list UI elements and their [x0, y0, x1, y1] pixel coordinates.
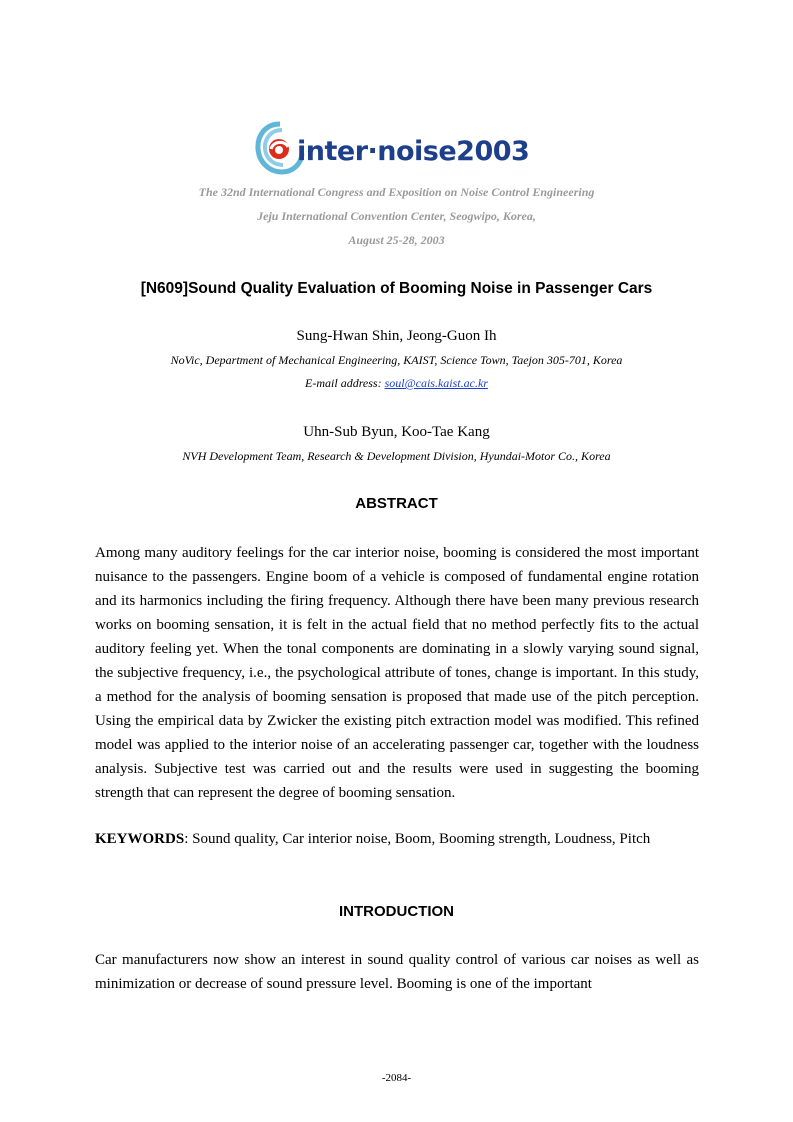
authors-group-2: Uhn-Sub Byun, Koo-Tae Kang [303, 424, 490, 440]
conference-venue: Jeju International Convention Center, Seogwipo, Korea, [257, 209, 536, 223]
logo-text: inter·noise2003 [297, 136, 530, 167]
affiliation-1: NoVic, Department of Mechanical Engineering, KAIST, Science Town, Taejon 305-701, Korea [170, 353, 623, 367]
introduction-heading: INTRODUCTION [339, 903, 454, 920]
introduction-text: Car manufacturers now show an interest in sound quality control of various car noises as well as minimization or decrease of sound pressure level. Booming is one of the important [95, 952, 699, 992]
email-line [0, 376, 793, 391]
email-label: E-mail address: [305, 376, 385, 390]
page-number: -2084- [381, 1072, 412, 1084]
authors-group-1: Sung-Hwan Shin, Jeong-Guon Ih [296, 328, 497, 344]
keywords-label: KEYWORDS [95, 831, 185, 847]
abstract-heading: ABSTRACT [355, 495, 438, 512]
abstract-text: Among many auditory feelings for the car interior noise, booming is considered the most important nuisance to the passengers. Engine boom of a vehicle is composed of fundamental engine rotation and its harmonics including the firing frequency. Although there have been many previous research works on booming sensation, it is felt in the actual field that no method perfectly fits to the actual auditory feeling yet. When the tonal components are dominating in a slowly varying sound signal, the subjective frequency, i.e., the psychological attribute of tones, change is important. In this study, a method for the analysis of booming sensation is proposed that made use of the pitch perception. Using the empirical data by Zwicker the existing pitch extraction model was modified. This refined model was applied to the interior noise of an accelerating passenger car, together with the loudness analysis. Subjective test was carried out and the results were used in suggesting the booming strength that can represent the degree of booming sensation. [95, 545, 699, 801]
conference-dates: August 25-28, 2003 [348, 233, 445, 247]
affiliation-2: NVH Development Team, Research & Development Division, Hyundai-Motor Co., Korea [182, 449, 611, 463]
keywords-text: : Sound quality, Car interior noise, Boom, Booming strength, Loudness, Pitch [184, 831, 651, 847]
conference-name: The 32nd International Congress and Exposition on Noise Control Engineering [198, 185, 595, 199]
paper-title: [N609]Sound Quality Evaluation of Booming Noise in Passenger Cars [140, 280, 653, 297]
keywords-line [95, 831, 715, 848]
email-link[interactable]: soul@cais.kaist.ac.kr [384, 376, 488, 390]
conference-logo [255, 120, 545, 178]
